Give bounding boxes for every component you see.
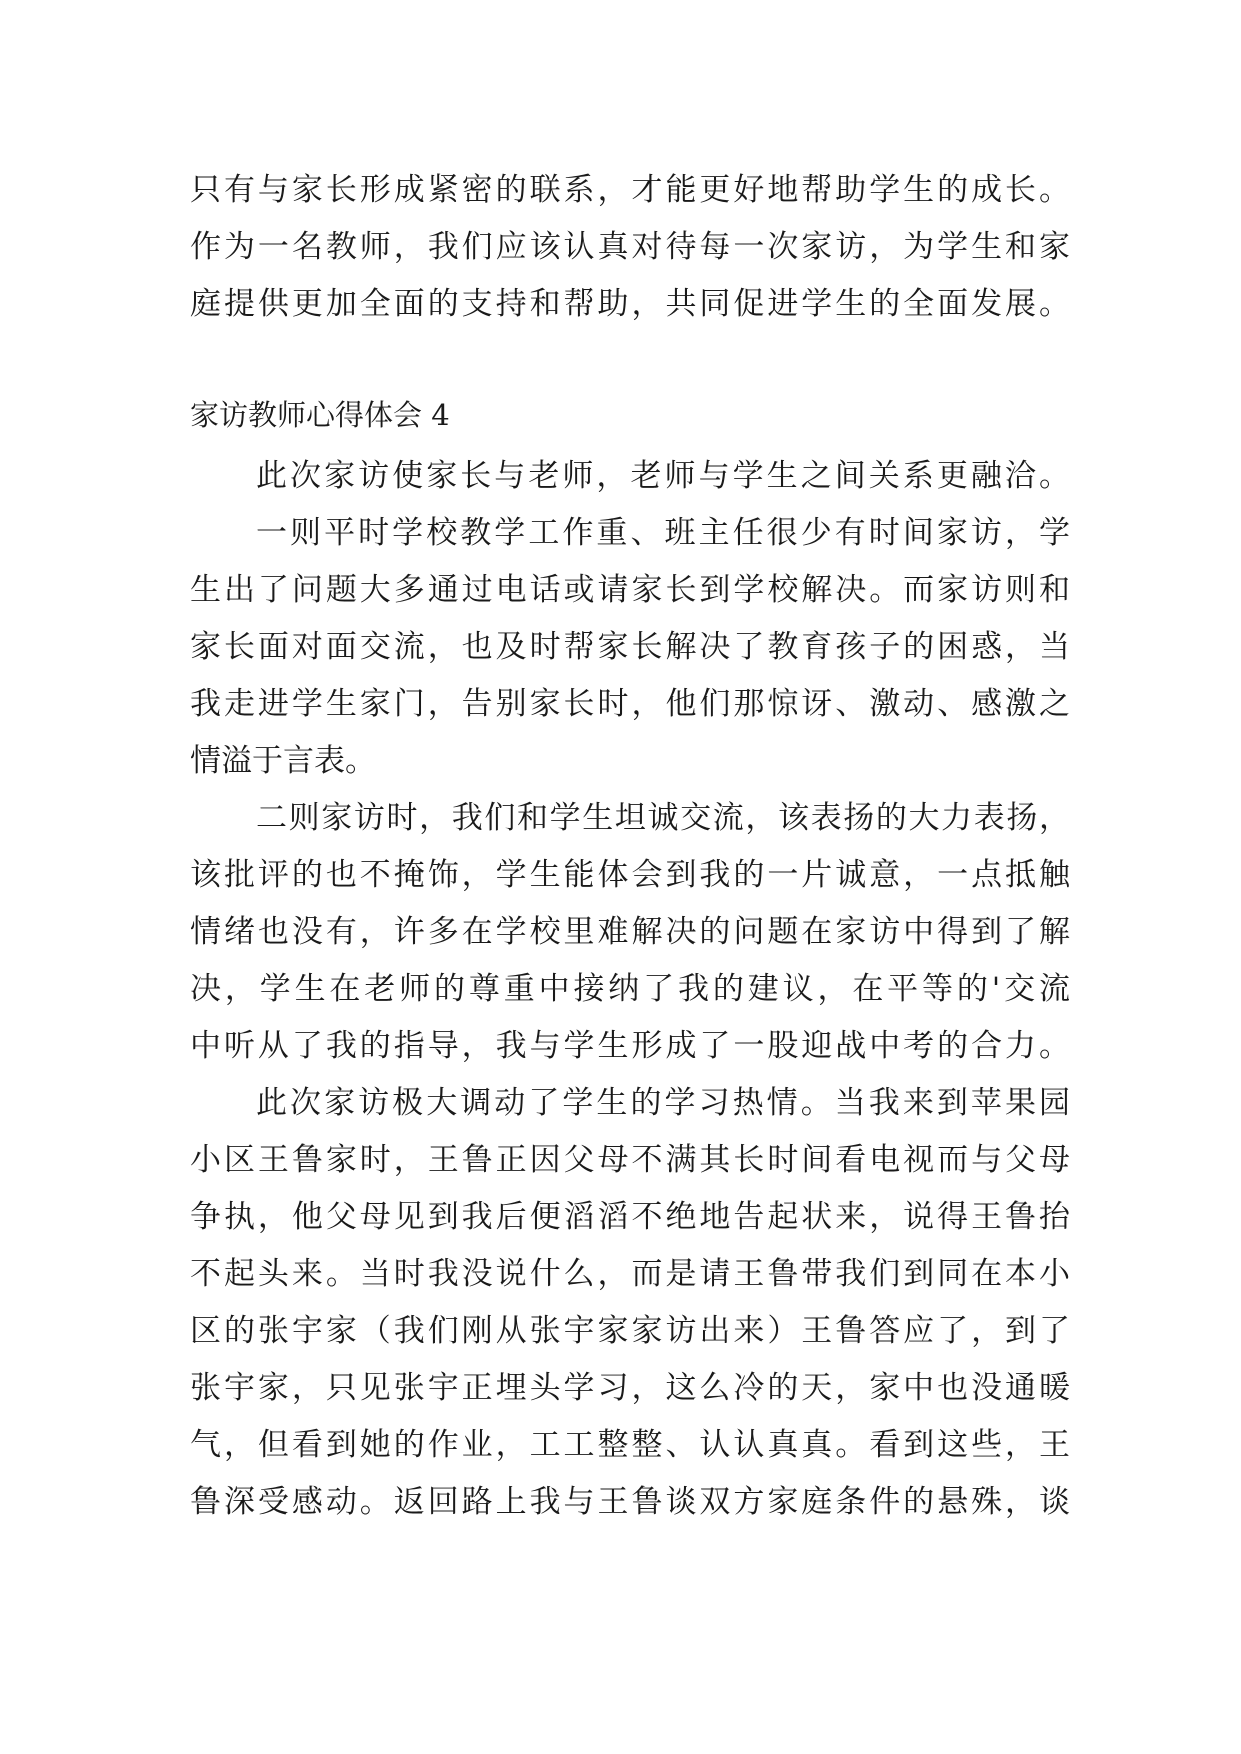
paragraph-line: 只有与家长形成紧密的联系，才能更好地帮助学生的成长。 [190,172,1070,208]
paragraph-line: 不起头来。当时我没说什么，而是请王鲁带我们到同在本小 [190,1256,1070,1292]
paragraph-line: 气，但看到她的作业，工工整整、认认真真。看到这些，王 [190,1427,1070,1463]
paragraph-line: 一则平时学校教学工作重、班主任很少有时间家访，学 [256,515,1070,551]
paragraph-line: 鲁深受感动。返回路上我与王鲁谈双方家庭条件的悬殊，谈 [190,1484,1070,1520]
paragraph-line: 争执，他父母见到我后便滔滔不绝地告起状来，说得王鲁抬 [190,1199,1070,1235]
paragraph-line: 作为一名教师，我们应该认真对待每一次家访，为学生和家 [190,229,1070,265]
paragraph-line: 张宇家，只见张宇正埋头学习，这么冷的天，家中也没通暖 [190,1370,1070,1406]
paragraph-line: 中听从了我的指导，我与学生形成了一股迎战中考的合力。 [190,1028,1070,1064]
paragraph-4 [190,1075,1070,1531]
paragraph-line: 该批评的也不掩饰，学生能体会到我的一片诚意，一点抵触 [190,857,1070,893]
paragraph-line: 庭提供更加全面的支持和帮助，共同促进学生的全面发展。 [190,286,1070,322]
paragraph-3 [190,790,1070,1075]
paragraph-line: 情绪也没有，许多在学校里难解决的问题在家访中得到了解 [190,914,1070,950]
paragraph-line: 家长面对面交流，也及时帮家长解决了教育孩子的困惑，当 [190,629,1070,665]
paragraph-line: 此次家访使家长与老师，老师与学生之间关系更融洽。 [256,458,1070,494]
intro-paragraph [190,162,1070,333]
document-page [190,162,1070,1531]
paragraph-line: 情溢于言表。 [190,743,376,779]
paragraph-line: 我走进学生家门，告别家长时，他们那惊讶、激动、感激之 [190,686,1070,722]
paragraph-line: 二则家访时，我们和学生坦诚交流，该表扬的大力表扬， [256,800,1070,836]
paragraph-line: 此次家访极大调动了学生的学习热情。当我来到苹果园 [256,1085,1070,1121]
section-heading: 家访教师心得体会 4 [190,398,450,432]
paragraph-2 [190,505,1070,790]
paragraph-line: 生出了问题大多通过电话或请家长到学校解决。而家访则和 [190,572,1070,608]
paragraph-line: 区的张宇家（我们刚从张宇家家访出来）王鲁答应了，到了 [190,1313,1070,1349]
paragraph-line: 小区王鲁家时，王鲁正因父母不满其长时间看电视而与父母 [190,1142,1070,1178]
paragraph-line: 决，学生在老师的尊重中接纳了我的建议，在平等的'交流 [190,971,1070,1007]
paragraph-1 [190,448,1070,505]
